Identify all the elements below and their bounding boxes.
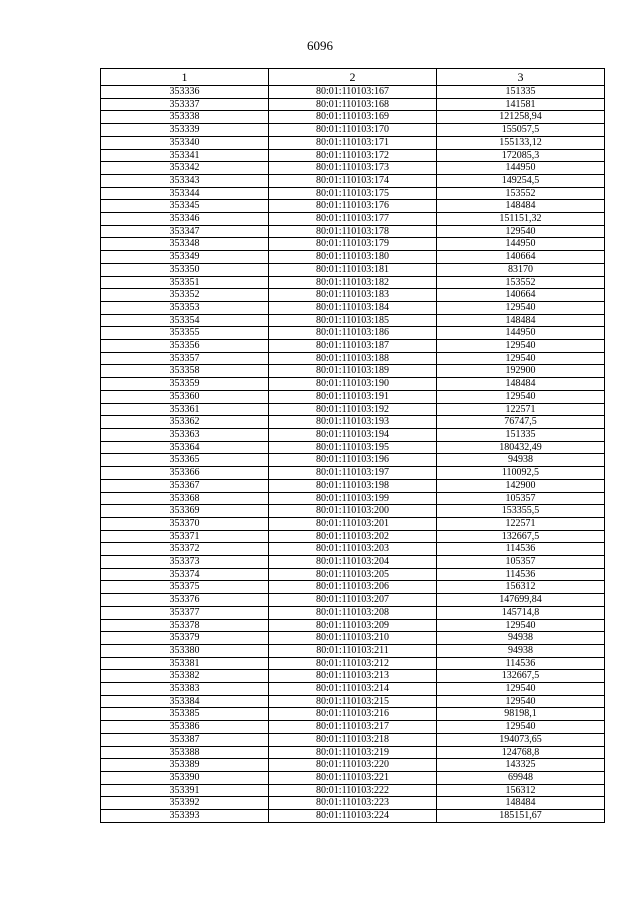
table-row <box>101 721 605 734</box>
table-cell: 94938 <box>437 454 605 467</box>
table-cell: 80:01:110103:204 <box>269 556 437 569</box>
table-row <box>101 543 605 556</box>
table-row <box>101 797 605 810</box>
table-cell: 129540 <box>437 340 605 353</box>
table-cell: 140664 <box>437 289 605 302</box>
table-cell: 141581 <box>437 98 605 111</box>
table-cell: 156312 <box>437 784 605 797</box>
table-cell: 192900 <box>437 365 605 378</box>
table-cell: 353348 <box>101 238 269 251</box>
table-cell: 353393 <box>101 810 269 823</box>
table-cell: 148484 <box>437 314 605 327</box>
table-cell: 353343 <box>101 174 269 187</box>
table-cell: 80:01:110103:191 <box>269 390 437 403</box>
table-row <box>101 479 605 492</box>
table-row <box>101 187 605 200</box>
table-cell: 80:01:110103:193 <box>269 416 437 429</box>
table-cell: 110092,5 <box>437 467 605 480</box>
table-cell: 353344 <box>101 187 269 200</box>
table-cell: 147699,84 <box>437 594 605 607</box>
table-cell: 148484 <box>437 797 605 810</box>
table-cell: 80:01:110103:172 <box>269 149 437 162</box>
table-cell: 129540 <box>437 683 605 696</box>
table-cell: 353373 <box>101 556 269 569</box>
table-row <box>101 708 605 721</box>
table-cell: 353356 <box>101 340 269 353</box>
table-cell: 80:01:110103:216 <box>269 708 437 721</box>
table-cell: 80:01:110103:170 <box>269 124 437 137</box>
table-row <box>101 98 605 111</box>
table-row <box>101 111 605 124</box>
table-cell: 144950 <box>437 327 605 340</box>
table-cell: 353388 <box>101 746 269 759</box>
table-cell: 80:01:110103:174 <box>269 174 437 187</box>
table-cell: 353369 <box>101 505 269 518</box>
table-cell: 98198,1 <box>437 708 605 721</box>
table-cell: 353383 <box>101 683 269 696</box>
table-row <box>101 467 605 480</box>
table-cell: 80:01:110103:195 <box>269 441 437 454</box>
table-cell: 155057,5 <box>437 124 605 137</box>
table-row <box>101 505 605 518</box>
table-cell: 80:01:110103:218 <box>269 733 437 746</box>
table-cell: 80:01:110103:180 <box>269 251 437 264</box>
table-cell: 105357 <box>437 492 605 505</box>
table-cell: 122571 <box>437 517 605 530</box>
table-cell: 149254,5 <box>437 174 605 187</box>
table-cell: 353375 <box>101 581 269 594</box>
table-cell: 353379 <box>101 632 269 645</box>
table-cell: 114536 <box>437 543 605 556</box>
table-row <box>101 771 605 784</box>
table-row <box>101 149 605 162</box>
table-cell: 129540 <box>437 301 605 314</box>
table-row <box>101 124 605 137</box>
table-cell: 80:01:110103:210 <box>269 632 437 645</box>
table-cell: 353374 <box>101 568 269 581</box>
table-cell: 353386 <box>101 721 269 734</box>
table-cell: 80:01:110103:173 <box>269 162 437 175</box>
table-cell: 132667,5 <box>437 530 605 543</box>
table-cell: 114536 <box>437 657 605 670</box>
table-row <box>101 200 605 213</box>
table-row <box>101 670 605 683</box>
table-row <box>101 174 605 187</box>
table-cell: 353382 <box>101 670 269 683</box>
table-cell: 80:01:110103:215 <box>269 695 437 708</box>
table-cell: 80:01:110103:194 <box>269 428 437 441</box>
table-row <box>101 403 605 416</box>
table-cell: 353355 <box>101 327 269 340</box>
table-cell: 80:01:110103:183 <box>269 289 437 302</box>
table-cell: 353359 <box>101 378 269 391</box>
table-row <box>101 441 605 454</box>
table-row <box>101 136 605 149</box>
table-row <box>101 263 605 276</box>
table-cell: 151335 <box>437 86 605 99</box>
table-row <box>101 695 605 708</box>
table-cell: 80:01:110103:190 <box>269 378 437 391</box>
table-cell: 122571 <box>437 403 605 416</box>
table-row <box>101 581 605 594</box>
table-row <box>101 289 605 302</box>
table-cell: 80:01:110103:186 <box>269 327 437 340</box>
table-row <box>101 454 605 467</box>
table-cell: 80:01:110103:207 <box>269 594 437 607</box>
table-cell: 80:01:110103:213 <box>269 670 437 683</box>
table-row <box>101 416 605 429</box>
table-cell: 80:01:110103:205 <box>269 568 437 581</box>
table-cell: 353376 <box>101 594 269 607</box>
table-cell: 353380 <box>101 644 269 657</box>
table-cell: 353350 <box>101 263 269 276</box>
table-cell: 353368 <box>101 492 269 505</box>
table-cell: 80:01:110103:223 <box>269 797 437 810</box>
table-cell: 353347 <box>101 225 269 238</box>
table-row <box>101 759 605 772</box>
table-cell: 353336 <box>101 86 269 99</box>
table-row <box>101 225 605 238</box>
table-cell: 80:01:110103:184 <box>269 301 437 314</box>
table-cell: 144950 <box>437 238 605 251</box>
table-body <box>101 86 605 823</box>
table-row <box>101 619 605 632</box>
table-cell: 114536 <box>437 568 605 581</box>
table-cell: 80:01:110103:177 <box>269 213 437 226</box>
table-row <box>101 746 605 759</box>
table-cell: 129540 <box>437 619 605 632</box>
table-cell: 105357 <box>437 556 605 569</box>
table-row <box>101 606 605 619</box>
table-cell: 129540 <box>437 352 605 365</box>
table-row <box>101 733 605 746</box>
column-header: 3 <box>437 69 605 86</box>
table-cell: 80:01:110103:182 <box>269 276 437 289</box>
table-cell: 353384 <box>101 695 269 708</box>
table-cell: 80:01:110103:202 <box>269 530 437 543</box>
table-cell: 129540 <box>437 225 605 238</box>
table-cell: 80:01:110103:192 <box>269 403 437 416</box>
table-cell: 80:01:110103:167 <box>269 86 437 99</box>
table-cell: 353392 <box>101 797 269 810</box>
table-row <box>101 784 605 797</box>
table-row <box>101 657 605 670</box>
table-cell: 80:01:110103:209 <box>269 619 437 632</box>
table-cell: 80:01:110103:206 <box>269 581 437 594</box>
table-cell: 153552 <box>437 276 605 289</box>
table-row <box>101 276 605 289</box>
table-cell: 80:01:110103:201 <box>269 517 437 530</box>
table-cell: 80:01:110103:188 <box>269 352 437 365</box>
table-cell: 80:01:110103:200 <box>269 505 437 518</box>
table-cell: 80:01:110103:211 <box>269 644 437 657</box>
table-cell: 353342 <box>101 162 269 175</box>
table-row <box>101 86 605 99</box>
table-row <box>101 340 605 353</box>
table-cell: 129540 <box>437 721 605 734</box>
table-cell: 353387 <box>101 733 269 746</box>
table-row <box>101 213 605 226</box>
table-row <box>101 428 605 441</box>
table-cell: 353353 <box>101 301 269 314</box>
table-cell: 80:01:110103:208 <box>269 606 437 619</box>
header-row <box>101 69 605 86</box>
table-cell: 80:01:110103:214 <box>269 683 437 696</box>
table-cell: 353349 <box>101 251 269 264</box>
table-cell: 76747,5 <box>437 416 605 429</box>
table-cell: 80:01:110103:179 <box>269 238 437 251</box>
table-cell: 142900 <box>437 479 605 492</box>
table-row <box>101 390 605 403</box>
table-row <box>101 568 605 581</box>
table-cell: 353337 <box>101 98 269 111</box>
table-cell: 80:01:110103:219 <box>269 746 437 759</box>
table-row <box>101 530 605 543</box>
table-cell: 194073,65 <box>437 733 605 746</box>
table-cell: 353345 <box>101 200 269 213</box>
table-cell: 144950 <box>437 162 605 175</box>
table-cell: 129540 <box>437 390 605 403</box>
table-row <box>101 162 605 175</box>
table-cell: 353389 <box>101 759 269 772</box>
table-cell: 353354 <box>101 314 269 327</box>
table-row <box>101 810 605 823</box>
table-cell: 151151,32 <box>437 213 605 226</box>
table-cell: 353391 <box>101 784 269 797</box>
table-row <box>101 365 605 378</box>
table-cell: 353352 <box>101 289 269 302</box>
table-cell: 80:01:110103:169 <box>269 111 437 124</box>
table-row <box>101 352 605 365</box>
table-row <box>101 683 605 696</box>
table-cell: 80:01:110103:197 <box>269 467 437 480</box>
table-cell: 80:01:110103:181 <box>269 263 437 276</box>
table-cell: 80:01:110103:199 <box>269 492 437 505</box>
column-header: 2 <box>269 69 437 86</box>
table-cell: 80:01:110103:189 <box>269 365 437 378</box>
table-cell: 80:01:110103:203 <box>269 543 437 556</box>
table-cell: 132667,5 <box>437 670 605 683</box>
table-cell: 80:01:110103:175 <box>269 187 437 200</box>
table-row <box>101 492 605 505</box>
table-cell: 353377 <box>101 606 269 619</box>
table-cell: 353385 <box>101 708 269 721</box>
page-number: 6096 <box>307 38 333 53</box>
table-cell: 353346 <box>101 213 269 226</box>
table-cell: 353378 <box>101 619 269 632</box>
table-cell: 353371 <box>101 530 269 543</box>
table-row <box>101 251 605 264</box>
table-cell: 353363 <box>101 428 269 441</box>
table-cell: 145714,8 <box>437 606 605 619</box>
table-cell: 80:01:110103:196 <box>269 454 437 467</box>
table-cell: 156312 <box>437 581 605 594</box>
table-cell: 143325 <box>437 759 605 772</box>
table-cell: 353370 <box>101 517 269 530</box>
table-cell: 353381 <box>101 657 269 670</box>
table-cell: 83170 <box>437 263 605 276</box>
table-row <box>101 632 605 645</box>
table-cell: 353351 <box>101 276 269 289</box>
table-cell: 153355,5 <box>437 505 605 518</box>
table-cell: 353362 <box>101 416 269 429</box>
column-header: 1 <box>101 69 269 86</box>
table-cell: 129540 <box>437 695 605 708</box>
table-cell: 80:01:110103:221 <box>269 771 437 784</box>
table-cell: 353390 <box>101 771 269 784</box>
table-cell: 172085,3 <box>437 149 605 162</box>
table-cell: 80:01:110103:224 <box>269 810 437 823</box>
table-cell: 185151,67 <box>437 810 605 823</box>
table-cell: 80:01:110103:178 <box>269 225 437 238</box>
table-cell: 353339 <box>101 124 269 137</box>
table-row <box>101 556 605 569</box>
table-cell: 80:01:110103:171 <box>269 136 437 149</box>
table-cell: 153552 <box>437 187 605 200</box>
table-cell: 353357 <box>101 352 269 365</box>
data-table <box>100 68 605 823</box>
table-cell: 121258,94 <box>437 111 605 124</box>
table-row <box>101 378 605 391</box>
table-cell: 353360 <box>101 390 269 403</box>
table-cell: 80:01:110103:220 <box>269 759 437 772</box>
table-cell: 353372 <box>101 543 269 556</box>
table-cell: 124768,8 <box>437 746 605 759</box>
table-cell: 353341 <box>101 149 269 162</box>
table-cell: 353366 <box>101 467 269 480</box>
table-cell: 353340 <box>101 136 269 149</box>
table-cell: 80:01:110103:212 <box>269 657 437 670</box>
table-cell: 353365 <box>101 454 269 467</box>
table-cell: 69948 <box>437 771 605 784</box>
table-cell: 80:01:110103:198 <box>269 479 437 492</box>
table-row <box>101 301 605 314</box>
table-cell: 353361 <box>101 403 269 416</box>
table-cell: 80:01:110103:187 <box>269 340 437 353</box>
table-cell: 80:01:110103:222 <box>269 784 437 797</box>
table-cell: 80:01:110103:168 <box>269 98 437 111</box>
table-row <box>101 594 605 607</box>
table-cell: 353338 <box>101 111 269 124</box>
table-cell: 151335 <box>437 428 605 441</box>
table-cell: 180432,49 <box>437 441 605 454</box>
table-row <box>101 327 605 340</box>
table-cell: 353367 <box>101 479 269 492</box>
table-cell: 140664 <box>437 251 605 264</box>
table-cell: 94938 <box>437 644 605 657</box>
table-cell: 353358 <box>101 365 269 378</box>
table-row <box>101 314 605 327</box>
table-cell: 80:01:110103:217 <box>269 721 437 734</box>
table-cell: 80:01:110103:176 <box>269 200 437 213</box>
table-cell: 80:01:110103:185 <box>269 314 437 327</box>
table-cell: 94938 <box>437 632 605 645</box>
table-row <box>101 238 605 251</box>
table-cell: 353364 <box>101 441 269 454</box>
table-cell: 148484 <box>437 200 605 213</box>
table-row <box>101 644 605 657</box>
table-cell: 148484 <box>437 378 605 391</box>
table-cell: 155133,12 <box>437 136 605 149</box>
table-row <box>101 517 605 530</box>
